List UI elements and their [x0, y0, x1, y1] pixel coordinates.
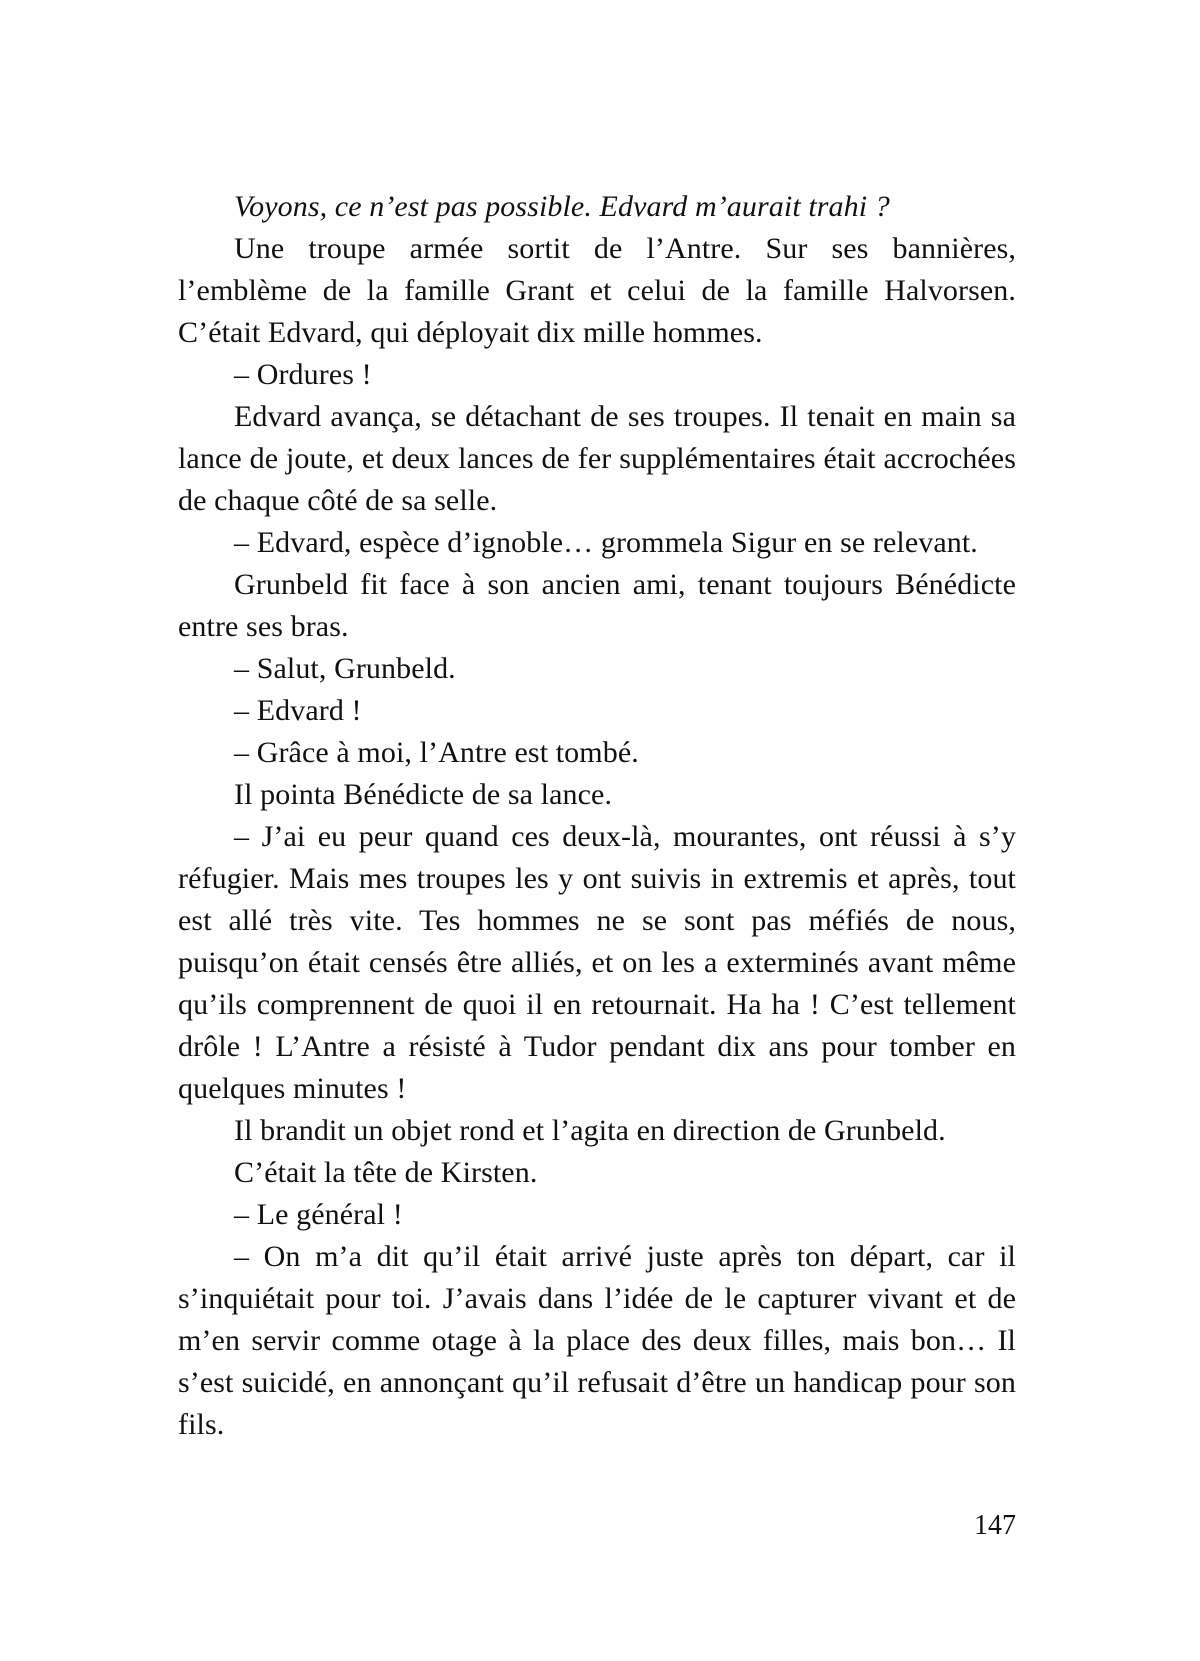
- paragraph: – On m’a dit qu’il était arrivé juste après ton départ, car il s’inquiétait pour toi. J’avais dans l’idée de le capturer vivant et de m’en servir comme otage à la place des deux filles, mais bon… Il s’est suicidé, en annonçant qu’il refusait d’être un handicap pour son fils.: [178, 1240, 1016, 1441]
- paragraph: – Edvard, espèce d’ignoble… grommela Sigur en se relevant.: [234, 526, 978, 559]
- paragraph: – J’ai eu peur quand ces deux-là, mourantes, ont réussi à s’y réfugier. Mais mes troupes les y ont suivis in extremis et après, tout est allé très vite. Tes hommes ne se sont pas méfiés de nous, puisqu’on était censés être alliés, et on les a exterminés avant même qu’ils comprennent de quoi il en retournait. Ha ha ! C’est tellement drôle ! L’Antre a résisté à Tudor pendant dix ans pour tomber en quelques minutes !: [178, 820, 1016, 1105]
- paragraph: C’était la tête de Kirsten.: [234, 1156, 538, 1189]
- paragraph: Grunbeld fit face à son ancien ami, tenant toujours Bénédicte entre ses bras.: [178, 568, 1016, 643]
- paragraph: Il brandit un objet rond et l’agita en direction de Grunbeld.: [234, 1114, 946, 1147]
- paragraph: – Edvard !: [234, 694, 362, 727]
- paragraph: – Ordures !: [234, 358, 372, 391]
- paragraph: – Grâce à moi, l’Antre est tombé.: [234, 736, 639, 769]
- page-number: 147: [974, 1510, 1016, 1541]
- paragraph: – Le général !: [234, 1198, 403, 1231]
- paragraph: – Salut, Grunbeld.: [234, 652, 456, 685]
- paragraph: Voyons, ce n’est pas possible. Edvard m’aurait trahi ?: [234, 190, 890, 223]
- page-text-block: [178, 186, 1016, 1446]
- paragraph: Il pointa Bénédicte de sa lance.: [234, 778, 613, 811]
- paragraph: Une troupe armée sortit de l’Antre. Sur ses bannières, l’emblème de la famille Grant et celui de la famille Halvorsen. C’était Edvard, qui déployait dix mille hommes.: [178, 232, 1016, 349]
- paragraph: Edvard avança, se détachant de ses troupes. Il tenait en main sa lance de joute, et deux lances de fer supplémentaires était accrochées de chaque côté de sa selle.: [178, 400, 1016, 517]
